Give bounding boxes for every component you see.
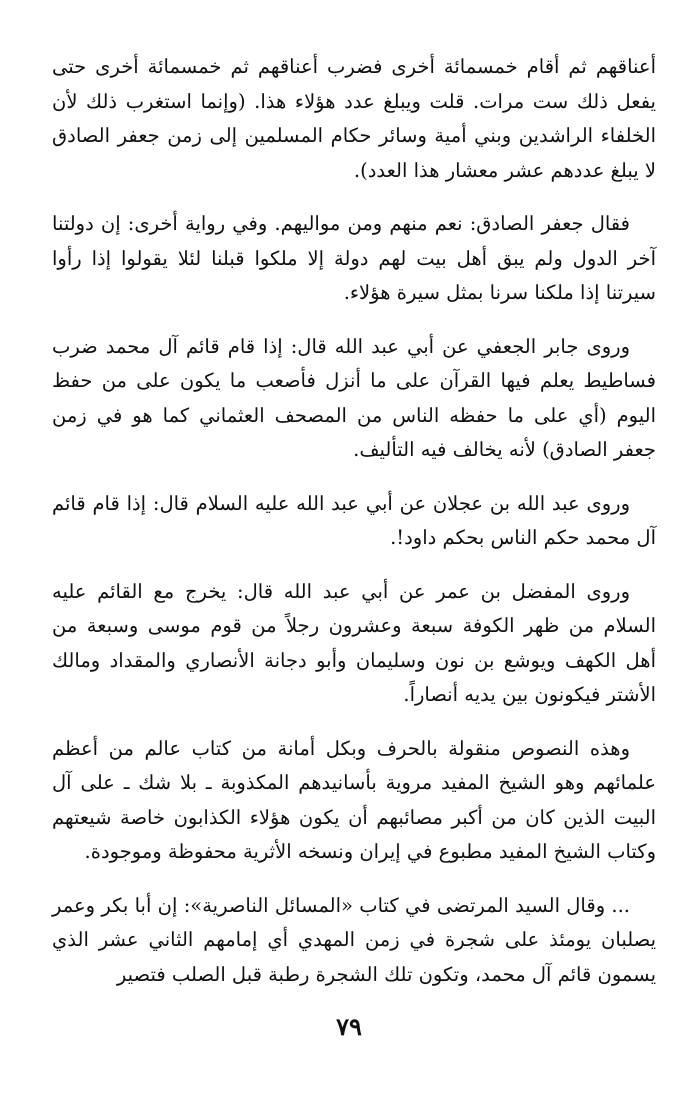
paragraph-2: فقال جعفر الصادق: نعم منهم ومن مواليهم. وفي رواية أخرى: إن دولتنا آخر الدول ولم يبق أهل بيت لهم دولة إلا ملكوا قبلنا لئلا يقولوا إذا رأوا سيرتنا إذا ملكنا سرنا بمثل سيرة هؤلاء. bbox=[52, 212, 656, 304]
paragraph-7: ... وقال السيد المرتضى في كتاب «المسائل الناصرية»: إن أبا بكر وعمر يصلبان يومئذ على شجرة في زمن المهدي أي إمامهم الثاني عشر الذي يسمون قائم آل محمد، وتكون تلك الشجرة رطبة قبل الصلب فتصير bbox=[52, 893, 656, 986]
page-number: ٧٩ bbox=[336, 1012, 362, 1041]
paragraph-5: وروى المفضل بن عمر عن أبي عبد الله قال: يخرج مع القائم عليه السلام من ظهر الكوفة سبعة وعشرون رجلاً من قوم موسى وسبعة من أهل الكهف ويوشع بن نون وسليمان وأبو دجانة الأنصاري والمقداد ومالك الأشتر فيكونون بين يديه أنصاراً. bbox=[52, 579, 656, 706]
paragraph-3: وروى جابر الجعفي عن أبي عبد الله قال: إذا قام قائم آل محمد ضرب فساطيط يعلم فيها القرآن على ما أنزل فأصعب ما يكون على من حفظ اليوم (أي على ما حفظه الناس من المصحف العثماني كما هو في زمن جعفر الصادق) لأنه يخالف فيه التأليف. bbox=[52, 334, 656, 461]
paragraph-6: وهذه النصوص منقولة بالحرف وبكل أمانة من كتاب عالم من أعظم علمائهم وهو الشيخ المفيد مروية بأسانيدهم المكذوبة ـ بلا شك ـ على آل البيت الذين كان من أكبر مصائبهم أن يكون هؤلاء الكذابون خاصة شيعتهم وكتاب الشيخ المفيد مطبوع في إيران ونسخه الأثرية محفوظة وموجودة. bbox=[52, 736, 656, 863]
page-body bbox=[52, 50, 656, 1011]
paragraph-4: وروى عبد الله بن عجلان عن أبي عبد الله عليه السلام قال: إذا قام قائم آل محمد حكم الناس بحكم داود!. bbox=[52, 491, 656, 549]
paragraph-1: أعناقهم ثم أقام خمسمائة أخرى فضرب أعناقهم ثم خمسمائة أخرى حتى يفعل ذلك ست مرات. قلت ويبلغ عدد هؤلاء هذا. (وإنما استغرب ذلك لأن الخلفاء الراشدين وبني أمية وسائر حكام المسلمين إلى زمن جعفر الصادق لا يبلغ عددهم عشر معشار هذا العدد). bbox=[52, 55, 656, 182]
